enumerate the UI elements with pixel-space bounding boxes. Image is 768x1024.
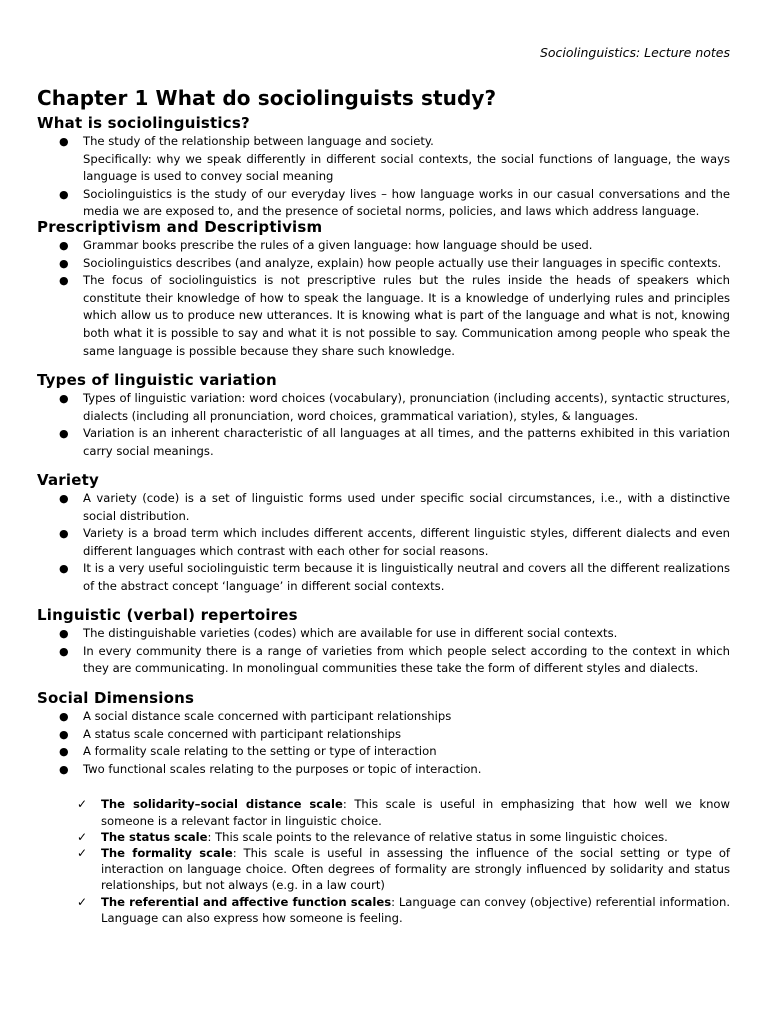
bullet-icon: ● — [59, 527, 69, 541]
list-item: ● A variety (code) is a set of linguistic forms used under specific social circumstances, i.e., with a distinctive social distribution. — [59, 491, 730, 523]
bullet-icon: ● — [59, 135, 69, 148]
bullet-icon: ● — [59, 745, 69, 759]
bullet-icon: ● — [59, 392, 69, 405]
checkmark-icon: ✓ — [77, 894, 88, 909]
section-heading: Linguistic (verbal) repertoires — [37, 606, 298, 624]
list-item: ● The study of the relationship between language and society. Specifically: why we speak differently in different social contexts, the social functions of language, the ways language is used to convey social meaning — [59, 134, 730, 184]
section-types — [37, 371, 730, 460]
list-item: ● A social distance scale concerned with participant relationships — [37, 708, 730, 726]
running-header: Sociolinguistics: Lecture notes — [539, 45, 730, 60]
bullet-icon: ● — [59, 562, 69, 576]
bullet-icon: ● — [59, 492, 69, 505]
section-heading: Prescriptivism and Descriptivism — [37, 218, 323, 236]
section-dimensions — [37, 689, 730, 926]
list-item: ● The focus of sociolinguistics is not prescriptive rules but the rules inside the heads of speakers which constitute their knowledge of how to speak the language. It is a knowledge of underlying rules and principles which allow us to produce new utterances. It is knowing what is part of the language and what is not, knowing both what it is possible to say and what it is not possible to say. Communication among people who speak the same language is possible because they share such knowledge. — [59, 273, 730, 358]
check-item: ✓ The solidarity–social distance scale: This scale is useful in emphasizing that how well we know someone is a relevant factor in linguistic choice. — [77, 797, 730, 828]
section-prescriptivism — [37, 218, 730, 360]
section-heading: Types of linguistic variation — [37, 371, 277, 389]
bullet-icon: ● — [59, 727, 69, 741]
bullet-icon: ● — [59, 627, 69, 640]
list-item: ● Sociolinguistics describes (and analyze, explain) how people actually use their languages in specific contexts. — [37, 255, 730, 273]
section-variety — [37, 471, 730, 596]
list-item: ● A status scale concerned with participant relationships — [37, 726, 730, 744]
section-repertoires — [37, 606, 730, 678]
section-heading: What is sociolinguistics? — [37, 114, 250, 132]
check-item: ✓ The referential and affective function scales: Language can convey (objective) referential information. Language can also express how someone is feeling. — [77, 894, 731, 925]
list-item: ● It is a very useful sociolinguistic term because it is linguistically neutral and covers all the different realizations of the abstract concept ‘language’ in different social contexts. — [59, 561, 730, 593]
check-item: ✓ The status scale: This scale points to the relevance of relative status in some linguistic choices. — [77, 829, 668, 844]
bullet-icon: ● — [59, 710, 69, 723]
section-heading: Variety — [37, 471, 99, 489]
bullet-icon: ● — [59, 427, 69, 441]
list-item: ● Two functional scales relating to the purposes or topic of interaction. — [37, 761, 730, 779]
bullet-icon: ● — [59, 239, 69, 252]
checkmark-icon: ✓ — [77, 797, 88, 812]
list-item: ● Variety is a broad term which includes different accents, different linguistic styles, different dialects and even different languages which contrast with each other for social reasons. — [59, 526, 730, 558]
list-item: ● Grammar books prescribe the rules of a given language: how language should be used. — [37, 237, 730, 255]
list-item: ● Types of linguistic variation: word choices (vocabulary), pronunciation (including accents), syntactic structures, dialects (including all pronunciation, word choices, grammatical variation), styles, & languages. — [59, 391, 730, 423]
check-item: ✓ The formality scale: This scale is useful in assessing the influence of the social setting or type of interaction on language choice. Often degrees of formality are strongly influenced by solidarity and status relationships, but not always (e.g. in a law court) — [77, 845, 730, 893]
list-item: ● In every community there is a range of varieties from which people select according to the context in which they are communicating. In monolingual communities these take the form of different styles and dialects. — [59, 643, 730, 676]
list-item: ● Variation is an inherent characteristic of all languages at all times, and the patterns exhibited in this variation carry social meanings. — [59, 426, 730, 458]
list-item: ● The distinguishable varieties (codes) which are available for use in different social contexts. — [37, 625, 730, 643]
section-heading: Social Dimensions — [37, 689, 195, 707]
bullet-icon: ● — [59, 644, 69, 658]
chapter-title: Chapter 1 What do sociolinguists study? — [37, 86, 497, 110]
list-item: ● Sociolinguistics is the study of our everyday lives – how language works in our casual conversations and the media we are exposed to, and the presence of societal norms, policies, and laws which address language. — [59, 186, 730, 219]
checkmark-icon: ✓ — [77, 845, 88, 860]
bullet-icon: ● — [59, 762, 69, 776]
bullet-icon: ● — [59, 274, 69, 288]
section-what-is — [37, 114, 730, 221]
bullet-icon: ● — [59, 187, 69, 201]
list-item: ● A formality scale relating to the setting or type of interaction — [37, 743, 730, 761]
bullet-icon: ● — [59, 256, 69, 270]
checkmark-icon: ✓ — [77, 829, 88, 844]
